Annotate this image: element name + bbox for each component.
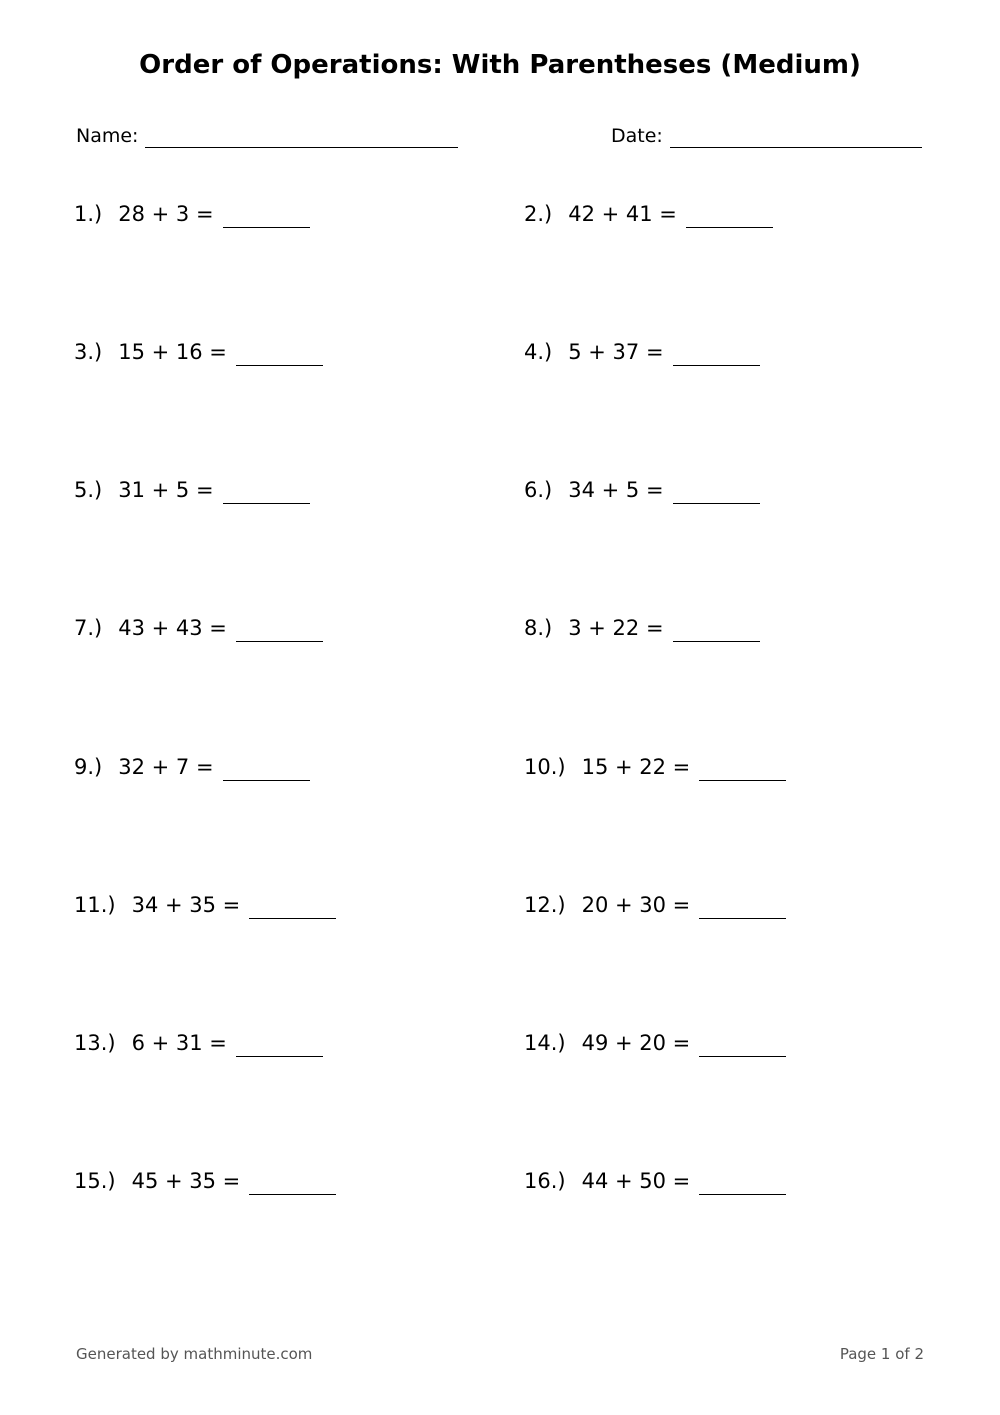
problem-number: 13.) xyxy=(74,1031,116,1055)
problem-expression: 34 + 35 = xyxy=(131,893,241,917)
problem-expression: 43 + 43 = xyxy=(118,616,227,640)
problem-number: 4.) xyxy=(524,340,553,364)
problem-item xyxy=(524,753,786,781)
name-line[interactable] xyxy=(145,125,458,148)
answer-blank[interactable] xyxy=(673,617,760,642)
problem-item xyxy=(74,891,336,919)
problem-number: 15.) xyxy=(74,1169,116,1193)
problem-number: 1.) xyxy=(74,202,103,226)
problem-number: 3.) xyxy=(74,340,103,364)
problem-item xyxy=(524,891,786,919)
problem-item xyxy=(74,614,323,642)
answer-blank[interactable] xyxy=(249,1170,336,1195)
problem-number: 11.) xyxy=(74,893,116,917)
problem-item xyxy=(74,753,310,781)
answer-blank[interactable] xyxy=(223,756,310,781)
problem-expression: 15 + 22 = xyxy=(581,755,691,779)
problem-expression: 49 + 20 = xyxy=(581,1031,691,1055)
problem-item xyxy=(524,476,760,504)
answer-blank[interactable] xyxy=(699,894,786,919)
problem-expression: 15 + 16 = xyxy=(118,340,227,364)
answer-blank[interactable] xyxy=(249,894,336,919)
answer-blank[interactable] xyxy=(236,1032,323,1057)
answer-blank[interactable] xyxy=(686,203,773,228)
problem-number: 2.) xyxy=(524,202,553,226)
answer-blank[interactable] xyxy=(223,203,310,228)
footer-generated-by: Generated by mathminute.com xyxy=(76,1345,313,1363)
problem-expression: 32 + 7 = xyxy=(118,755,214,779)
problem-expression: 28 + 3 = xyxy=(118,202,214,226)
answer-blank[interactable] xyxy=(236,617,323,642)
date-line[interactable] xyxy=(670,125,922,148)
problem-number: 14.) xyxy=(524,1031,566,1055)
problem-item xyxy=(524,338,760,366)
answer-blank[interactable] xyxy=(699,1170,786,1195)
answer-blank[interactable] xyxy=(236,341,323,366)
problem-item xyxy=(74,338,323,366)
problem-expression: 3 + 22 = xyxy=(568,616,664,640)
problem-item xyxy=(74,200,310,228)
answer-blank[interactable] xyxy=(673,341,760,366)
problem-item xyxy=(524,1029,786,1057)
problem-item xyxy=(74,1167,336,1195)
problem-item xyxy=(74,1029,323,1057)
date-field xyxy=(611,124,922,148)
name-label: Name: xyxy=(76,125,139,147)
date-label: Date: xyxy=(611,125,663,147)
problem-expression: 6 + 31 = xyxy=(131,1031,227,1055)
problem-number: 9.) xyxy=(74,755,103,779)
problem-expression: 5 + 37 = xyxy=(568,340,664,364)
problem-number: 16.) xyxy=(524,1169,566,1193)
problem-expression: 20 + 30 = xyxy=(581,893,691,917)
problem-number: 10.) xyxy=(524,755,566,779)
problem-number: 5.) xyxy=(74,478,103,502)
footer-page-number: Page 1 of 2 xyxy=(839,1345,924,1363)
problem-item xyxy=(524,614,760,642)
problem-item xyxy=(74,476,310,504)
problem-expression: 34 + 5 = xyxy=(568,478,664,502)
problem-number: 12.) xyxy=(524,893,566,917)
problem-expression: 45 + 35 = xyxy=(131,1169,241,1193)
name-field xyxy=(76,124,458,148)
problem-expression: 42 + 41 = xyxy=(568,202,677,226)
answer-blank[interactable] xyxy=(223,479,310,504)
problem-item xyxy=(524,200,773,228)
problem-expression: 31 + 5 = xyxy=(118,478,214,502)
answer-blank[interactable] xyxy=(699,1032,786,1057)
problem-number: 8.) xyxy=(524,616,553,640)
problem-item xyxy=(524,1167,786,1195)
problem-number: 6.) xyxy=(524,478,553,502)
answer-blank[interactable] xyxy=(699,756,786,781)
answer-blank[interactable] xyxy=(673,479,760,504)
problem-expression: 44 + 50 = xyxy=(581,1169,691,1193)
problem-number: 7.) xyxy=(74,616,103,640)
worksheet-title: Order of Operations: With Parentheses (Medium) xyxy=(139,50,861,80)
